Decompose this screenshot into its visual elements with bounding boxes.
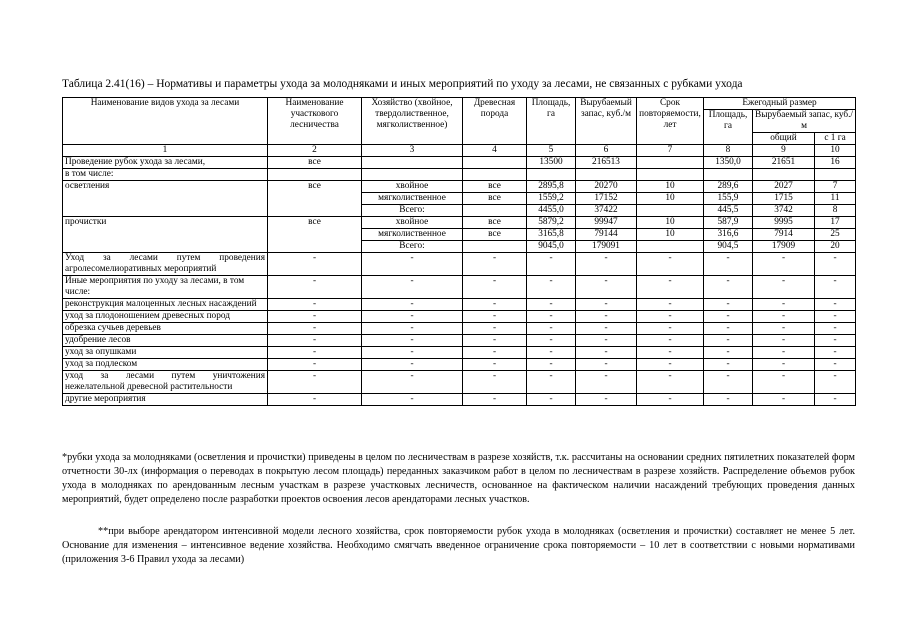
table-cell: - <box>527 323 576 335</box>
table-cell: - <box>576 359 637 371</box>
table-cell: - <box>637 347 704 359</box>
table-cell: - <box>362 253 463 276</box>
table-cell <box>362 157 463 169</box>
table-cell: - <box>704 359 753 371</box>
table-cell: 155,9 <box>704 193 753 205</box>
row-name: Уход за лесами путем проведения агролесомелиоративных мероприятий <box>63 253 268 276</box>
table-cell: - <box>463 347 527 359</box>
table-cell: - <box>815 359 856 371</box>
table-row <box>63 359 856 371</box>
table-cell: 289,6 <box>704 181 753 193</box>
table-cell: - <box>268 359 362 371</box>
header-cell: Вырубаемый запас, куб./м <box>753 110 856 133</box>
table-cell: все <box>463 217 527 229</box>
table-cell: - <box>463 311 527 323</box>
table-cell: 11 <box>815 193 856 205</box>
column-number: 5 <box>527 145 576 157</box>
table-cell: - <box>815 276 856 299</box>
row-name: уход за подлеском <box>63 359 268 371</box>
table-cell: 17152 <box>576 193 637 205</box>
table-cell <box>637 157 704 169</box>
table-cell: - <box>268 347 362 359</box>
table-cell: все <box>463 181 527 193</box>
table-cell: 904,5 <box>704 241 753 253</box>
header-row <box>63 98 856 110</box>
table-cell: 25 <box>815 229 856 241</box>
table-cell: 5879,2 <box>527 217 576 229</box>
table-cell: - <box>527 359 576 371</box>
table-row <box>63 371 856 394</box>
table-cell: Всего: <box>362 241 463 253</box>
table-cell: - <box>704 335 753 347</box>
table-cell: - <box>268 311 362 323</box>
row-name: Проведение рубок ухода за лесами, <box>63 157 268 169</box>
row-name: в том числе: <box>63 169 268 181</box>
table-cell: - <box>576 253 637 276</box>
table-cell: - <box>704 394 753 406</box>
table-cell: - <box>637 323 704 335</box>
table-cell <box>753 169 815 181</box>
table-cell: 216513 <box>576 157 637 169</box>
table-caption: Таблица 2.41(16) – Нормативы и параметры ухода за молодняками и иных мероприятий по уходу за лесами, не связанных с рубками ухода <box>62 78 743 90</box>
table-cell: - <box>576 335 637 347</box>
table-cell: - <box>815 311 856 323</box>
column-number: 6 <box>576 145 637 157</box>
header-cell: Срок повторяемости, лет <box>637 98 704 145</box>
row-name: обрезка сучьев деревьев <box>63 323 268 335</box>
table-cell: - <box>362 299 463 311</box>
header-cell: Наименование участкового лесничества <box>268 98 362 145</box>
table-cell: 10 <box>637 181 704 193</box>
row-name: уход за лесами путем уничтожения нежелательной древесной растительности <box>63 371 268 394</box>
table-cell: 1350,0 <box>704 157 753 169</box>
table-cell: 13500 <box>527 157 576 169</box>
table-cell: - <box>268 299 362 311</box>
table-cell: 8 <box>815 205 856 217</box>
table-cell: - <box>527 394 576 406</box>
table-cell: 10 <box>637 193 704 205</box>
table-cell: - <box>362 335 463 347</box>
table-cell: - <box>268 394 362 406</box>
table-cell: - <box>704 311 753 323</box>
column-number: 3 <box>362 145 463 157</box>
footnote-2 <box>62 525 855 567</box>
table-cell: - <box>637 276 704 299</box>
table-cell: 587,9 <box>704 217 753 229</box>
column-number: 10 <box>815 145 856 157</box>
table-cell: - <box>815 335 856 347</box>
row-name: удобрение лесов <box>63 335 268 347</box>
table-cell: все <box>463 193 527 205</box>
table-row <box>63 253 856 276</box>
table-cell: 2895,8 <box>527 181 576 193</box>
table-cell: все <box>268 217 362 253</box>
table-cell: - <box>527 335 576 347</box>
table-cell: - <box>527 371 576 394</box>
table-row <box>63 299 856 311</box>
footnote-1 <box>62 451 855 507</box>
table-cell: 16 <box>815 157 856 169</box>
table-cell: - <box>463 335 527 347</box>
table-cell: - <box>576 371 637 394</box>
header-cell: общий <box>753 133 815 145</box>
table-cell: - <box>753 276 815 299</box>
table-cell: - <box>463 299 527 311</box>
header-cell: Вырубаемый запас, куб./м <box>576 98 637 145</box>
header-cell: с 1 га <box>815 133 856 145</box>
table-row <box>63 181 856 193</box>
table-cell: - <box>362 347 463 359</box>
table-cell: - <box>362 371 463 394</box>
forest-care-table <box>62 97 856 406</box>
table-cell: - <box>463 253 527 276</box>
table-cell <box>268 169 362 181</box>
table-cell: - <box>815 347 856 359</box>
table-cell: - <box>704 323 753 335</box>
table-row <box>63 311 856 323</box>
table-cell <box>362 169 463 181</box>
table-cell: - <box>463 359 527 371</box>
header-cell: Ежегодный размер <box>704 98 856 110</box>
table-cell: 3742 <box>753 205 815 217</box>
column-number-row <box>63 145 856 157</box>
table-cell: - <box>815 323 856 335</box>
column-number: 4 <box>463 145 527 157</box>
table-row <box>63 157 856 169</box>
header-cell: Площадь, га <box>704 110 753 145</box>
row-name: реконструкция малоценных лесных насаждений <box>63 299 268 311</box>
row-name: прочистки <box>63 217 268 253</box>
table-row <box>63 347 856 359</box>
table-cell: - <box>463 276 527 299</box>
table-cell: 9045,0 <box>527 241 576 253</box>
row-name: уход за плодоношением древесных пород <box>63 311 268 323</box>
row-name: осветления <box>63 181 268 217</box>
table-cell: 3165,8 <box>527 229 576 241</box>
table-cell <box>815 169 856 181</box>
table-cell: 17909 <box>753 241 815 253</box>
table-cell <box>637 169 704 181</box>
table-cell: 7914 <box>753 229 815 241</box>
table-cell: - <box>753 323 815 335</box>
table-cell: 37422 <box>576 205 637 217</box>
table-cell: - <box>753 311 815 323</box>
table-cell: - <box>527 311 576 323</box>
column-number: 8 <box>704 145 753 157</box>
table-cell: - <box>527 347 576 359</box>
table-cell: - <box>362 276 463 299</box>
table-cell: - <box>753 371 815 394</box>
table-cell: 7 <box>815 181 856 193</box>
row-name: Иные мероприятия по уходу за лесами, в том числе: <box>63 276 268 299</box>
table-cell <box>637 241 704 253</box>
table-cell: - <box>527 299 576 311</box>
table-cell: - <box>637 299 704 311</box>
table-cell: - <box>815 371 856 394</box>
table-cell: 179091 <box>576 241 637 253</box>
table-cell: 1715 <box>753 193 815 205</box>
table-cell: хвойное <box>362 217 463 229</box>
table-cell: - <box>637 311 704 323</box>
table-cell: 20 <box>815 241 856 253</box>
table-cell: - <box>704 347 753 359</box>
table-row <box>63 169 856 181</box>
table-cell: - <box>815 253 856 276</box>
table-cell: 4455,0 <box>527 205 576 217</box>
table-cell: - <box>637 253 704 276</box>
row-name: другие мероприятия <box>63 394 268 406</box>
table-cell: 79144 <box>576 229 637 241</box>
table-cell <box>704 169 753 181</box>
table-cell: - <box>268 335 362 347</box>
column-number: 7 <box>637 145 704 157</box>
table-cell: - <box>268 253 362 276</box>
table-cell: - <box>753 394 815 406</box>
footnote-1-text: *рубки ухода за молодняками (осветления и прочистки) приведены в целом по лесничествам в разрезе хозяйств, т.к. рассчитаны на основании средних пятилетних показателей форм отчетности 30-лх (информация о переводах в покрытую лесом площадь) переданных заказчиком работ в целом по лесничествам в разрезе хозяйств. Распределение объемов рубок ухода в молодняках по арендованным лесным участкам в разрезе участковых лесничеств, основанное на фактическом наличии насаждений требующих проведения данных мероприятий, будет определено после разработки проектов освоения лесов арендаторами лесных участков. <box>62 452 855 505</box>
table-cell: - <box>637 394 704 406</box>
header-cell: Хозяйство (хвойное, твердолиственное, мягколиственное) <box>362 98 463 145</box>
table-cell: 9995 <box>753 217 815 229</box>
table-cell: - <box>268 276 362 299</box>
table-cell: - <box>753 347 815 359</box>
table-cell <box>463 241 527 253</box>
table-cell: мягколиственное <box>362 229 463 241</box>
table-cell: - <box>704 299 753 311</box>
table-cell: - <box>815 299 856 311</box>
table-row <box>63 276 856 299</box>
table-cell: - <box>637 371 704 394</box>
table-cell: 21651 <box>753 157 815 169</box>
table-row <box>63 323 856 335</box>
table-cell: - <box>576 323 637 335</box>
table-row <box>63 217 856 229</box>
table-cell: - <box>463 394 527 406</box>
table-cell <box>463 157 527 169</box>
table-cell: - <box>753 299 815 311</box>
header-cell: Площадь, га <box>527 98 576 145</box>
table-cell: все <box>463 229 527 241</box>
table-cell: - <box>576 311 637 323</box>
header-cell: Наименование видов ухода за лесами <box>63 98 268 145</box>
table-cell: 20270 <box>576 181 637 193</box>
table-row <box>63 394 856 406</box>
table-cell: все <box>268 157 362 169</box>
footnote-2-text: **при выборе арендатором интенсивной модели лесного хозяйства, срок повторяемости рубок ухода в молодняках (осветления и прочистки) составляет не менее 5 лет. Основание для изменения – интенсивное ведение хозяйства. Необходимо смягчать введенное ограничение срока повторяемости – 10 лет в соответствии с новыми нормативами (приложения 3-6 Правил ухода за лесами) <box>62 526 855 565</box>
table-cell: хвойное <box>362 181 463 193</box>
table-cell: 10 <box>637 229 704 241</box>
table-cell: - <box>704 253 753 276</box>
table-cell: - <box>576 276 637 299</box>
table-cell: - <box>362 394 463 406</box>
table-cell: - <box>527 276 576 299</box>
table-cell: - <box>704 276 753 299</box>
table-cell: - <box>268 371 362 394</box>
column-number: 1 <box>63 145 268 157</box>
table-cell: - <box>362 359 463 371</box>
table-cell: - <box>527 253 576 276</box>
table-cell: Всего: <box>362 205 463 217</box>
table-cell <box>527 169 576 181</box>
table-cell: - <box>362 323 463 335</box>
table-cell: - <box>815 394 856 406</box>
table-cell: 316,6 <box>704 229 753 241</box>
table-cell <box>463 169 527 181</box>
table-cell: мягколиственное <box>362 193 463 205</box>
table-cell: 2027 <box>753 181 815 193</box>
header-cell: Древесная порода <box>463 98 527 145</box>
table-cell: - <box>637 335 704 347</box>
table-cell: - <box>576 347 637 359</box>
row-name: уход за опушками <box>63 347 268 359</box>
table-cell: - <box>463 323 527 335</box>
table-cell: - <box>576 299 637 311</box>
table-cell: - <box>637 359 704 371</box>
table-cell: 99947 <box>576 217 637 229</box>
column-number: 2 <box>268 145 362 157</box>
table-cell: - <box>753 359 815 371</box>
table-cell: - <box>576 394 637 406</box>
table-cell <box>463 205 527 217</box>
table-cell: - <box>268 323 362 335</box>
table-cell: - <box>463 371 527 394</box>
table-cell: 445,5 <box>704 205 753 217</box>
table-cell <box>637 205 704 217</box>
table-cell: все <box>268 181 362 217</box>
table-cell: - <box>753 335 815 347</box>
column-number: 9 <box>753 145 815 157</box>
table-cell: - <box>753 253 815 276</box>
table-cell: 17 <box>815 217 856 229</box>
table-cell <box>576 169 637 181</box>
table-cell: - <box>362 311 463 323</box>
table-cell: - <box>704 371 753 394</box>
table-cell: 1559,2 <box>527 193 576 205</box>
table-cell: 10 <box>637 217 704 229</box>
table-row <box>63 335 856 347</box>
